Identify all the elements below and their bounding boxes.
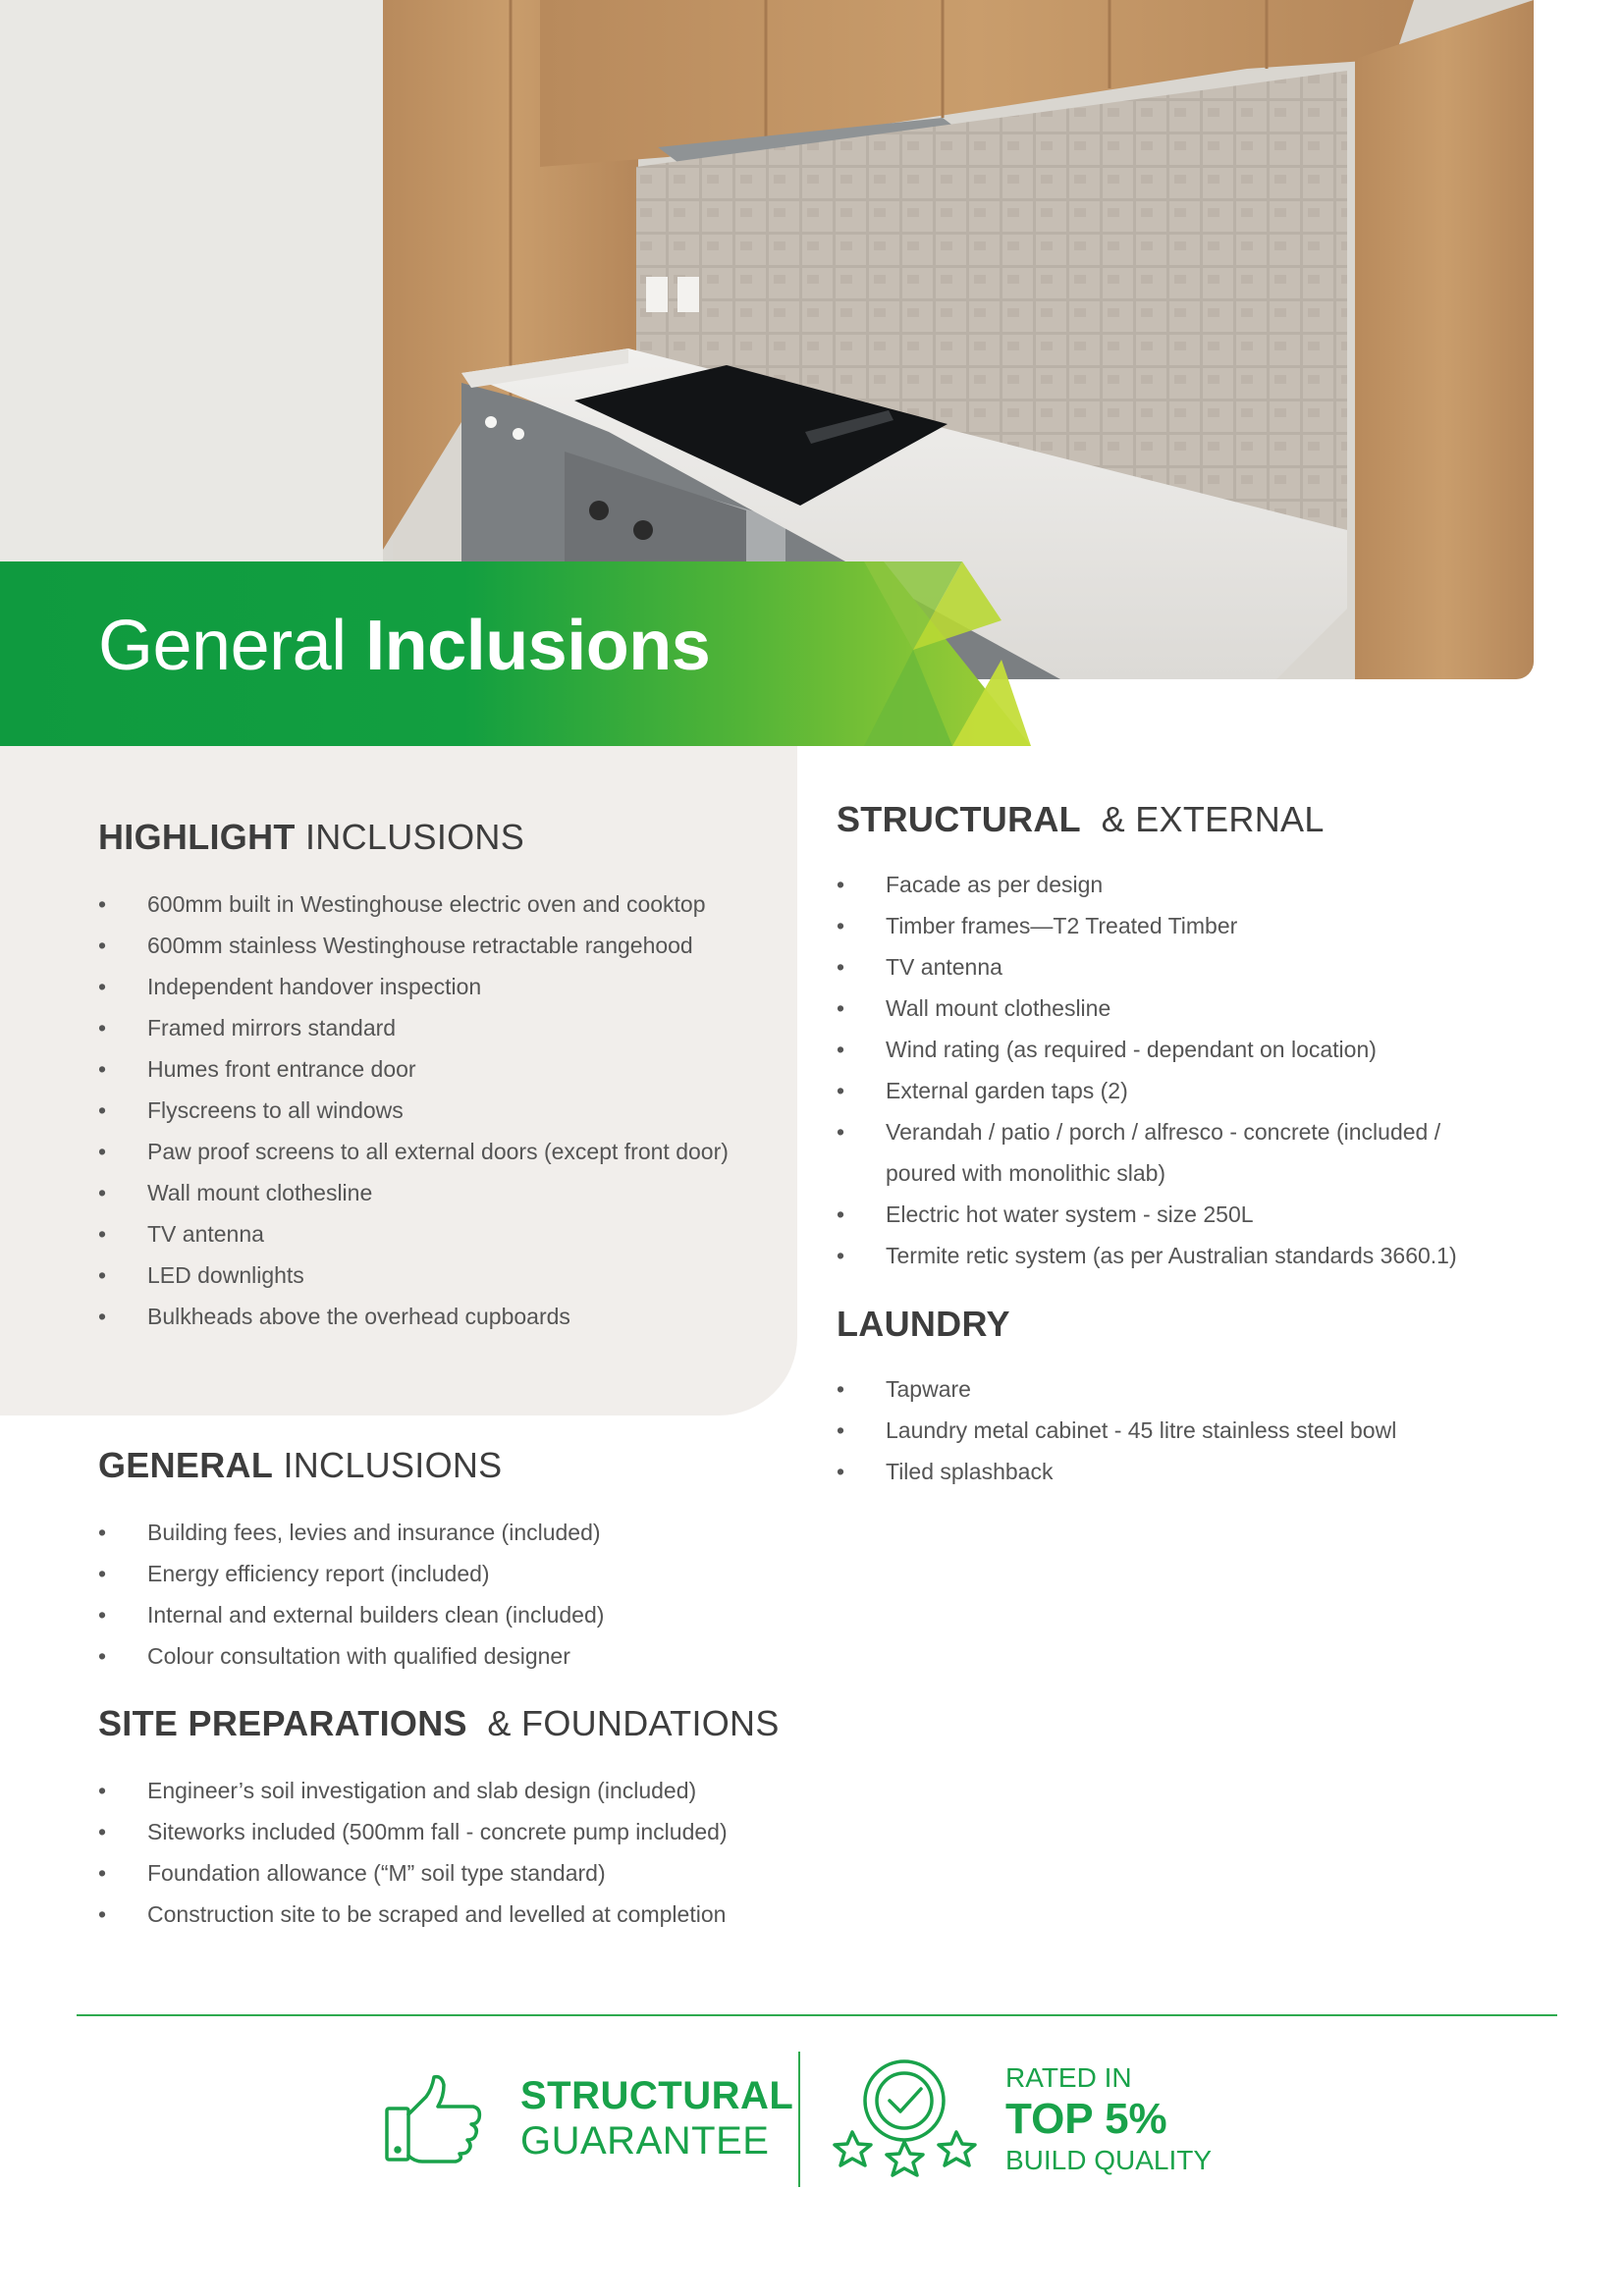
list-item: • Facade as per design bbox=[837, 864, 1543, 905]
section-heading bbox=[837, 1304, 1543, 1345]
general-inclusions-section bbox=[98, 1445, 785, 1677]
list-item: • Timber frames—T2 Treated Timber bbox=[837, 905, 1543, 946]
section-heading bbox=[837, 799, 1543, 840]
list-item: • Wind rating (as required - dependant on location) bbox=[837, 1029, 1543, 1070]
list-item: • Paw proof screens to all external doors (except front door) bbox=[98, 1131, 785, 1172]
structural-list bbox=[837, 864, 1543, 1276]
list-item: • Engineer’s soil investigation and slab design (included) bbox=[98, 1770, 825, 1811]
guarantee-line2: GUARANTEE bbox=[520, 2119, 770, 2163]
list-item: • Humes front entrance door bbox=[98, 1048, 785, 1090]
section-heading-bold: SITE PREPARATIONS bbox=[98, 1703, 467, 1743]
list-item: • Construction site to be scraped and levelled at completion bbox=[98, 1894, 825, 1935]
general-list bbox=[98, 1512, 785, 1677]
thumbs-up-icon bbox=[383, 2071, 485, 2165]
site-list bbox=[98, 1770, 825, 1935]
section-heading-bold: GENERAL bbox=[98, 1445, 274, 1485]
section-heading-light: INCLUSIONS bbox=[283, 1445, 503, 1485]
list-item: • Foundation allowance (“M” soil type standard) bbox=[98, 1852, 825, 1894]
section-heading-bold: HIGHLIGHT bbox=[98, 817, 296, 857]
banner-triangle-graphic bbox=[844, 561, 1041, 746]
list-item: • Flyscreens to all windows bbox=[98, 1090, 785, 1131]
laundry-section bbox=[837, 1304, 1543, 1492]
footer-divider bbox=[798, 2052, 800, 2187]
section-heading-light: INCLUSIONS bbox=[305, 817, 525, 857]
list-item: • 600mm built in Westinghouse electric oven and cooktop bbox=[98, 883, 785, 925]
section-heading bbox=[98, 1445, 785, 1486]
section-heading bbox=[98, 1703, 825, 1744]
site-preparations-section bbox=[98, 1703, 825, 1935]
structural-external-section bbox=[837, 799, 1543, 1276]
section-heading-light: & EXTERNAL bbox=[1101, 799, 1325, 839]
page-title-light: General bbox=[98, 607, 347, 685]
rating-line1: RATED IN bbox=[1005, 2062, 1132, 2093]
list-item: • Verandah / patio / porch / alfresco - concrete (included / poured with monolithic slab) bbox=[837, 1111, 1494, 1194]
list-item: • Colour consultation with qualified designer bbox=[98, 1635, 785, 1677]
list-item: • Wall mount clothesline bbox=[837, 988, 1543, 1029]
list-item: • Laundry metal cabinet - 45 litre stainless steel bowl bbox=[837, 1410, 1543, 1451]
list-item: • Bulkheads above the overhead cupboards bbox=[98, 1296, 785, 1337]
list-item: • LED downlights bbox=[98, 1255, 785, 1296]
build-quality-rating bbox=[1005, 2061, 1212, 2177]
list-item: • Electric hot water system - size 250L bbox=[837, 1194, 1543, 1235]
highlight-list bbox=[98, 883, 785, 1337]
award-badge-icon bbox=[831, 2056, 978, 2181]
list-item: • TV antenna bbox=[837, 946, 1543, 988]
list-item: • Termite retic system (as per Australian standards 3660.1) bbox=[837, 1235, 1543, 1276]
list-item: • External garden taps (2) bbox=[837, 1070, 1543, 1111]
list-item: • Energy efficiency report (included) bbox=[98, 1553, 785, 1594]
rating-line2: TOP 5% bbox=[1005, 2095, 1167, 2143]
page-title bbox=[98, 607, 711, 685]
list-item: • Siteworks included (500mm fall - concrete pump included) bbox=[98, 1811, 825, 1852]
list-item: • TV antenna bbox=[98, 1213, 785, 1255]
footer-rule bbox=[77, 2014, 1557, 2016]
highlight-inclusions-section bbox=[98, 817, 785, 1337]
section-heading-light: & FOUNDATIONS bbox=[487, 1703, 780, 1743]
list-item: • Internal and external builders clean (included) bbox=[98, 1594, 785, 1635]
list-item: • Tiled splashback bbox=[837, 1451, 1543, 1492]
list-item: • Building fees, levies and insurance (included) bbox=[98, 1512, 785, 1553]
structural-guarantee bbox=[520, 2073, 793, 2163]
list-item: • Independent handover inspection bbox=[98, 966, 785, 1007]
page-title-bold: Inclusions bbox=[365, 607, 711, 685]
list-item: • Tapware bbox=[837, 1368, 1543, 1410]
laundry-list bbox=[837, 1368, 1543, 1492]
list-item: • Wall mount clothesline bbox=[98, 1172, 785, 1213]
rating-line3: BUILD QUALITY bbox=[1005, 2145, 1213, 2175]
section-heading-bold: LAUNDRY bbox=[837, 1304, 1010, 1344]
section-heading-bold: STRUCTURAL bbox=[837, 799, 1081, 839]
section-heading bbox=[98, 817, 785, 858]
list-item: • Framed mirrors standard bbox=[98, 1007, 785, 1048]
list-item: • 600mm stainless Westinghouse retractable rangehood bbox=[98, 925, 785, 966]
guarantee-line1: STRUCTURAL bbox=[520, 2074, 794, 2117]
